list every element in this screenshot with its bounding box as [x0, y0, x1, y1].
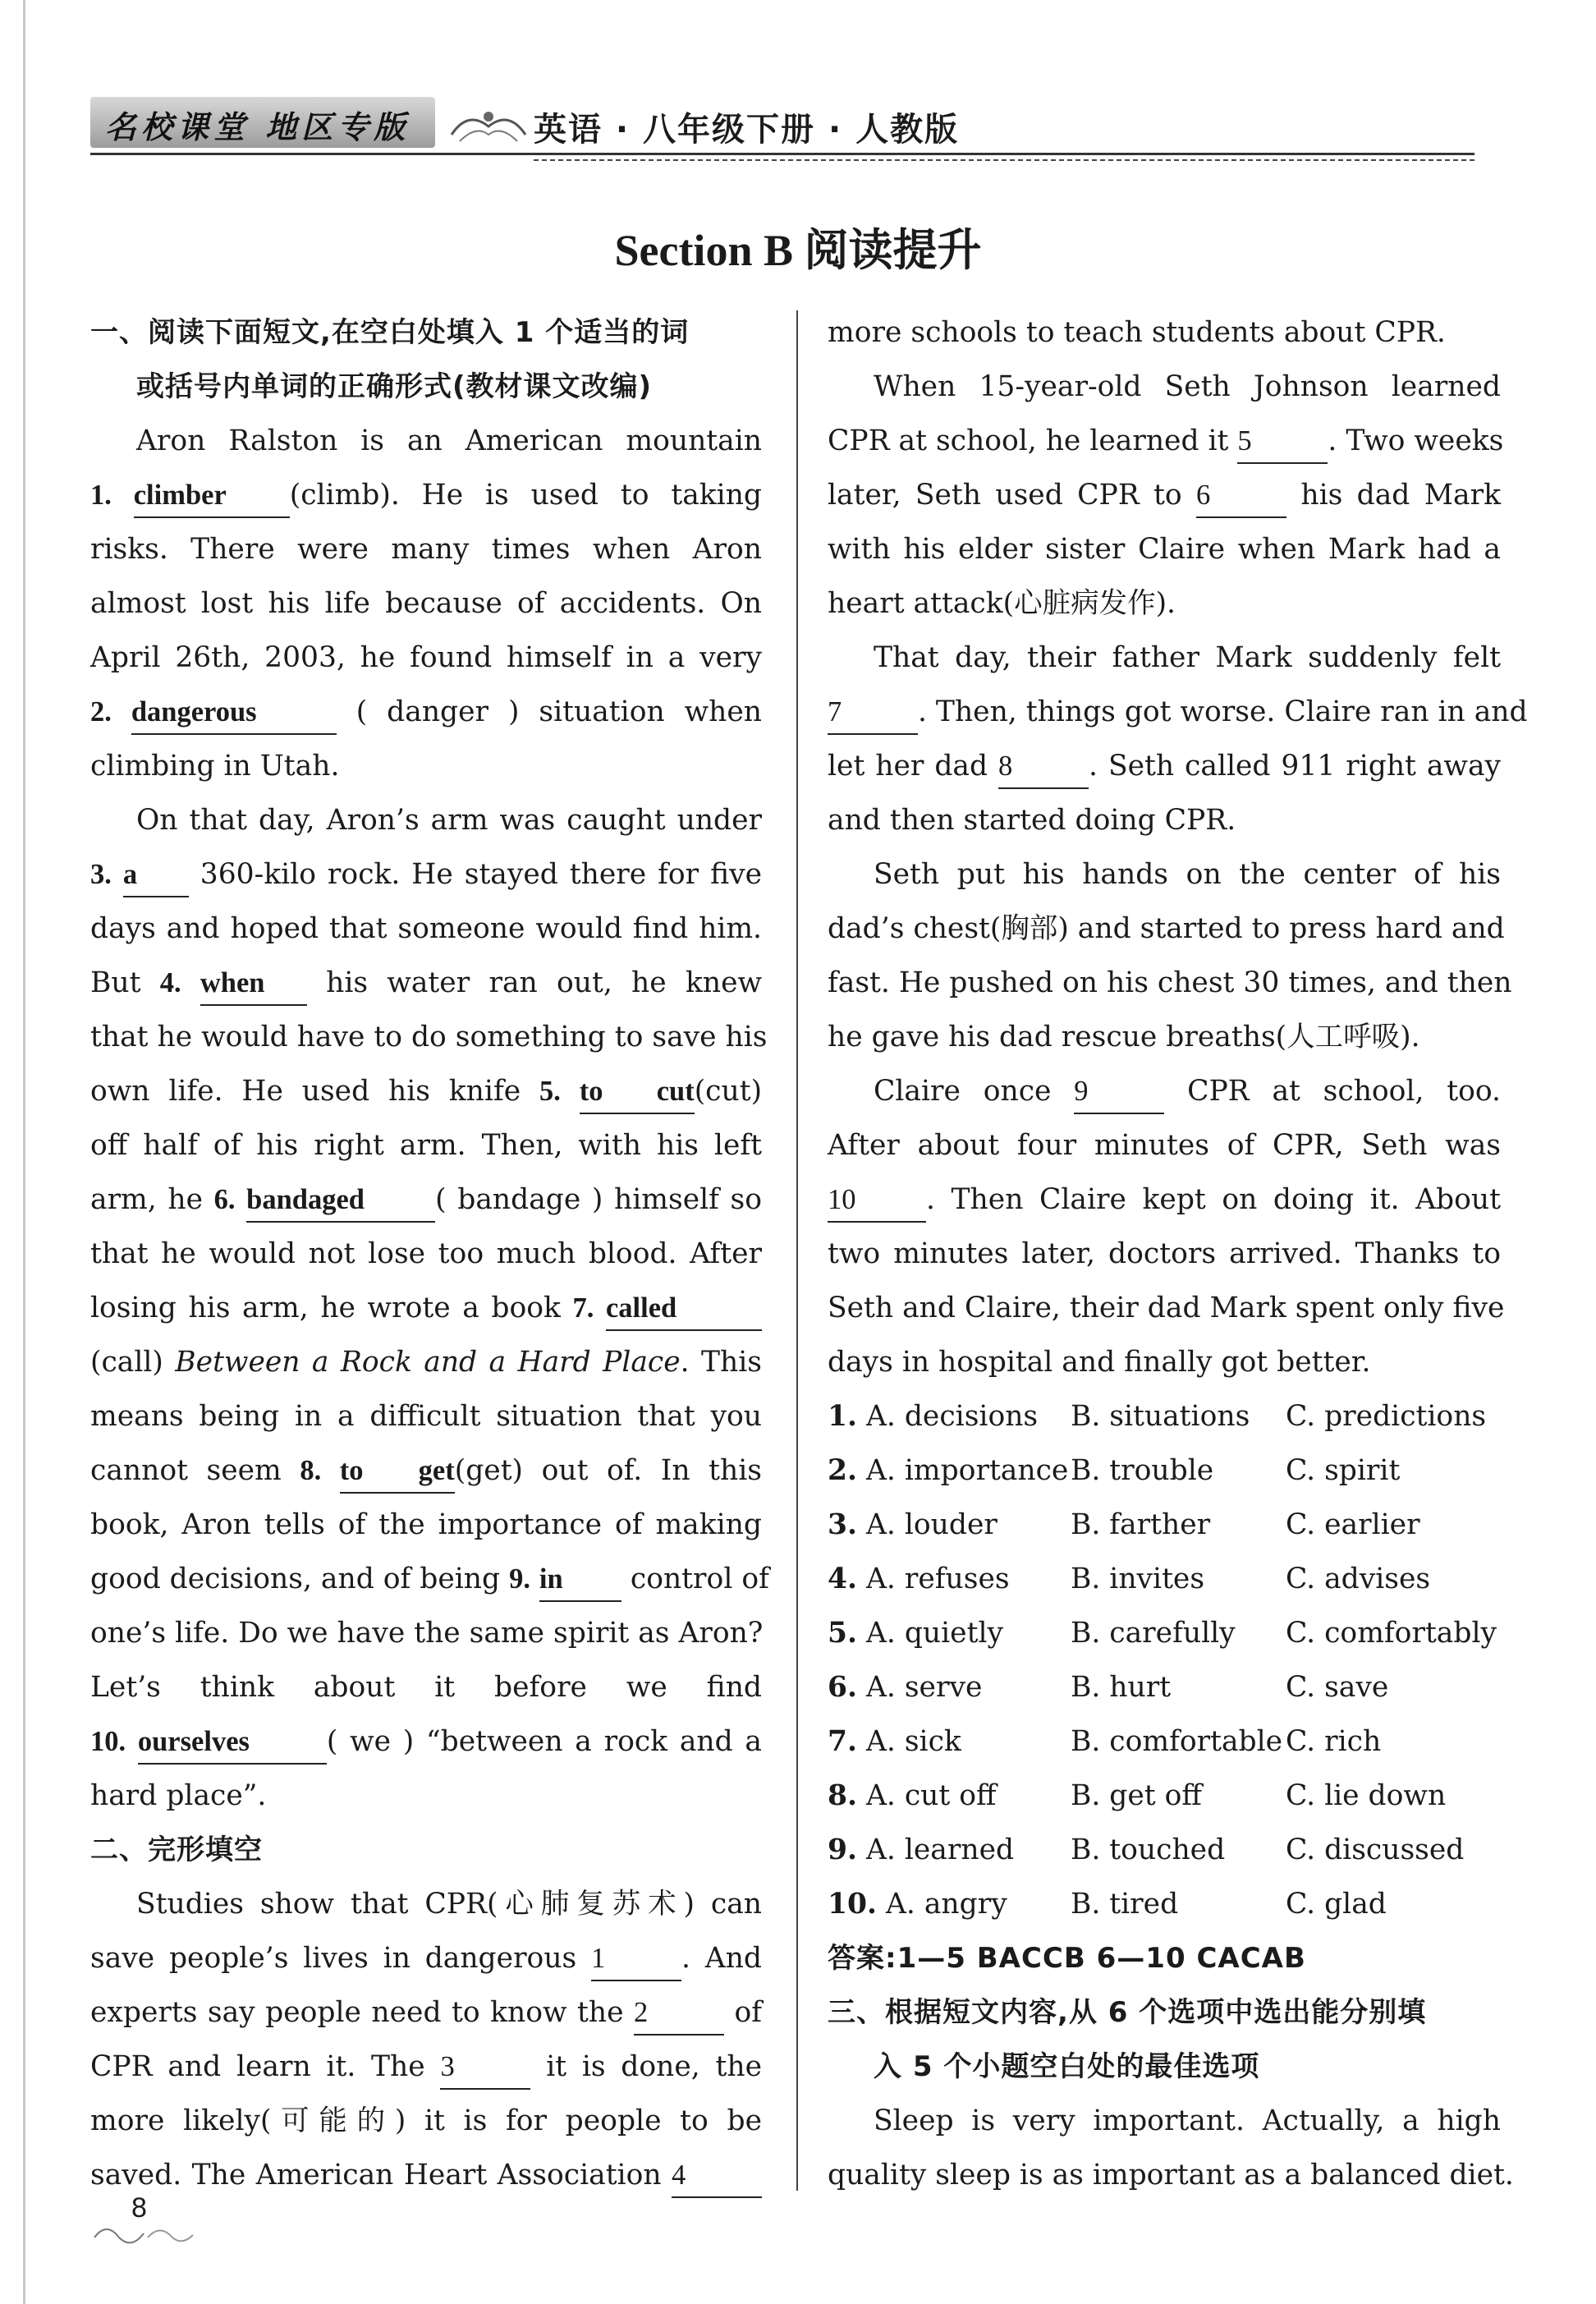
column-divider	[796, 310, 798, 2191]
text-line: 2. dangerous ( danger ) situation when	[90, 685, 762, 739]
cloze-blank: 8	[998, 745, 1089, 789]
answer-blank: called	[606, 1287, 762, 1331]
text-line: that he would not lose too much blood. After	[90, 1237, 762, 1270]
text-line: losing his arm, he wrote a book 7. called	[90, 1281, 762, 1335]
cloze-blank: 5	[1237, 420, 1328, 464]
text-line: quality sleep is as important as a balanced diet.	[828, 2159, 1514, 2192]
text-line: On that day, Aron’s arm was caught under	[136, 804, 762, 837]
text-line: Let’s think about it before we find	[90, 1671, 762, 1704]
footer-ornament-icon	[90, 2217, 197, 2250]
text-line: days and hoped that someone would find him.	[90, 912, 762, 945]
text-line: means being in a difficult situation that you	[90, 1400, 762, 1433]
text-line: fast. He pushed on his chest 30 times, and then	[828, 966, 1512, 999]
brand-name: 名校课堂 地区专版	[105, 108, 410, 145]
text-line: almost lost his life because of accidents. On	[90, 587, 762, 620]
text-line: That day, their father Mark suddenly felt	[874, 641, 1501, 674]
text-line: save people’s lives in dangerous 1 . And	[90, 1931, 762, 1985]
text-line: two minutes later, doctors arrived. Thanks to	[828, 1237, 1501, 1270]
text-line: experts say people need to know the 2 of	[90, 1985, 762, 2040]
text-line: own life. He used his knife 5. to cut(cut)	[90, 1064, 762, 1118]
text-line: But 4. when his water ran out, he knew	[90, 956, 762, 1010]
text-line: hard place”.	[90, 1779, 267, 1812]
text-line: April 26th, 2003, he found himself in a very	[90, 641, 762, 674]
cloze-blank: 6	[1196, 474, 1286, 518]
brand-banner	[90, 97, 435, 148]
text-line: off half of his right arm. Then, with his left	[90, 1129, 762, 1162]
text-line: and then started doing CPR.	[828, 804, 1236, 837]
text-line: 3. a 360-kilo rock. He stayed there for five	[90, 847, 762, 902]
answer-blank: ourselves	[138, 1720, 327, 1765]
text-line: After about four minutes of CPR, Seth was	[828, 1129, 1501, 1162]
options-list	[828, 1389, 1501, 1931]
option-row: 6. A. serve B. hurt C. save	[828, 1671, 1389, 1704]
text-line: Seth put his hands on the center of his	[874, 858, 1501, 891]
right-column	[828, 305, 1528, 2202]
option-row: 1. A. decisions B. situations C. predictions	[828, 1400, 1487, 1433]
text-line: Aron Ralston is an American mountain	[136, 425, 762, 457]
option-row: 2. A. importance B. trouble C. spirit	[828, 1454, 1401, 1487]
text-line: saved. The American Heart Association 4	[90, 2148, 762, 2202]
option-row: 10. A. angry B. tired C. glad	[828, 1888, 1387, 1921]
cloze-blank: 3	[440, 2045, 530, 2090]
option-row: 9. A. learned B. touched C. discussed	[828, 1834, 1465, 1866]
text-line: CPR at school, he learned it 5 . Two weeks	[828, 414, 1501, 468]
text-line: CPR and learn it. The 3 it is done, the	[90, 2040, 762, 2094]
text-line: more schools to teach students about CPR.	[828, 316, 1446, 349]
option-row: 4. A. refuses B. invites C. advises	[828, 1563, 1431, 1595]
text-line: later, Seth used CPR to 6 his dad Mark	[828, 468, 1501, 522]
ornament-icon	[443, 102, 534, 151]
answer-blank: in	[539, 1558, 621, 1602]
text-line: risks. There were many times when Aron	[90, 533, 762, 566]
text-line: 10 . Then Claire kept on doing it. About	[828, 1173, 1501, 1227]
book-title: 英语 · 八年级下册 · 人教版	[534, 111, 960, 149]
text-line: cannot seem 8. to get(get) out of. In this	[90, 1443, 762, 1498]
text-line: days in hospital and finally got better.	[828, 1346, 1371, 1379]
left-column	[90, 305, 769, 2202]
option-row: 3. A. louder B. farther C. earlier	[828, 1508, 1420, 1541]
text-line: 10. ourselves ( we ) “between a rock and a	[90, 1714, 762, 1769]
text-line: let her dad 8 . Seth called 911 right away	[828, 739, 1501, 793]
answer-blank: to cut	[580, 1070, 695, 1114]
header-rule	[90, 153, 1474, 155]
text-line: that he would have to do something to save his	[90, 1021, 768, 1053]
answer-blank: when	[200, 962, 307, 1006]
text-line: When 15-year-old Seth Johnson learned	[874, 370, 1501, 403]
part2-heading: 二、完形填空	[90, 1834, 263, 1866]
cloze-blank: 4	[672, 2154, 762, 2198]
cloze-blank: 9	[1074, 1070, 1164, 1114]
answer-blank: dangerous	[131, 691, 337, 735]
part3-heading: 三、根据短文内容,从 6 个选项中选出能分别填	[828, 1996, 1427, 2029]
text-line: Seth and Claire, their dad Mark spent only five	[828, 1292, 1505, 1324]
text-line: 1. climber (climb). He is used to taking	[90, 468, 762, 522]
text-line: climbing in Utah.	[90, 750, 340, 783]
option-row: 5. A. quietly B. carefully C. comfortably	[828, 1617, 1497, 1650]
text-line: more likely(可能的) it is for people to be	[90, 2104, 762, 2137]
part1-heading: 一、阅读下面短文,在空白处填入 1 个适当的词	[90, 316, 690, 349]
page-header	[90, 97, 1474, 163]
text-line: good decisions, and of being 9. in control of	[90, 1552, 762, 1606]
text-line: with his elder sister Claire when Mark had a	[828, 533, 1501, 566]
answer-blank: to get	[340, 1449, 455, 1494]
text-line: he gave his dad rescue breaths(人工呼吸).	[828, 1021, 1420, 1053]
page-edge	[23, 0, 25, 2304]
answer-blank: a	[123, 853, 189, 897]
answer-blank: bandaged	[246, 1178, 435, 1223]
cloze-blank: 2	[634, 1991, 724, 2036]
text-line: heart attack(心脏病发作).	[828, 587, 1176, 620]
option-row: 8. A. cut off B. get off C. lie down	[828, 1779, 1447, 1812]
text-line: (call) Between a Rock and a Hard Place. This	[90, 1346, 763, 1379]
text-line: 7 . Then, things got worse. Claire ran in and	[828, 685, 1501, 739]
section-title: Section B 阅读提升	[614, 226, 982, 275]
cloze-blank: 10	[828, 1178, 926, 1223]
text-line: book, Aron tells of the importance of making	[90, 1508, 762, 1541]
answer-blank: climber	[134, 474, 290, 518]
text-line: arm, he 6. bandaged ( bandage ) himself so	[90, 1173, 762, 1227]
cloze-blank: 1	[591, 1937, 681, 1981]
page-number: 8	[131, 2192, 147, 2224]
part3-heading-2: 入 5 个小题空白处的最佳选项	[874, 2050, 1260, 2083]
part1-heading-2: 或括号内单词的正确形式(教材课文改编)	[136, 370, 653, 403]
text-line: dad’s chest(胸部) and started to press hard and	[828, 912, 1505, 945]
header-dashed-rule	[534, 159, 1474, 161]
text-line: Claire once 9 CPR at school, too.	[828, 1064, 1501, 1118]
text-line: one’s life. Do we have the same spirit as Aron?	[90, 1617, 764, 1650]
text-line: Sleep is very important. Actually, a high	[874, 2104, 1501, 2137]
cloze-blank: 7	[828, 691, 918, 735]
option-row: 7. A. sick B. comfortable C. rich	[828, 1725, 1382, 1758]
text-line: Studies show that CPR(心肺复苏术) can	[136, 1888, 762, 1921]
book-title-italic: Between a Rock and a Hard Place	[175, 1346, 681, 1379]
answer-key: 答案:1—5 BACCB 6—10 CACAB	[828, 1942, 1306, 1975]
